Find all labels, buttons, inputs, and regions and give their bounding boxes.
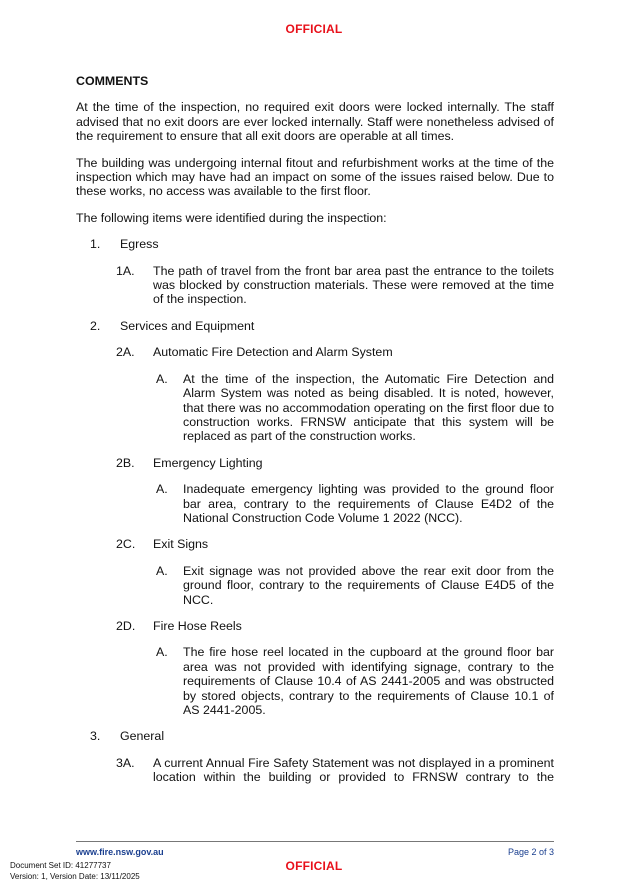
sub-item-2d bbox=[76, 619, 554, 633]
sub-item-number: 2A. bbox=[116, 345, 135, 360]
sub-item-2b bbox=[76, 456, 554, 470]
item-title: Egress bbox=[120, 237, 159, 252]
sub-item-3a bbox=[76, 756, 554, 785]
paragraph-items-intro: The following items were identified during the inspection: bbox=[76, 210, 387, 225]
point-text: Inadequate emergency lighting was provided to the ground floor bar area, contrary to the requirements of Clause E4D2 of the National Construction Code Volume 1 2022 (NCC). bbox=[183, 482, 554, 525]
classification-header: OFFICIAL bbox=[285, 22, 343, 36]
sub-item-title: Automatic Fire Detection and Alarm System bbox=[153, 345, 393, 360]
point-2a-a bbox=[76, 372, 554, 444]
sub-item-number: 2B. bbox=[116, 455, 135, 470]
section-heading: COMMENTS bbox=[76, 74, 149, 88]
point-2c-a bbox=[76, 564, 554, 607]
sub-item-number: 3A. bbox=[116, 755, 135, 770]
sub-item-number: 2D. bbox=[116, 618, 136, 633]
item-egress bbox=[76, 237, 554, 251]
item-title: General bbox=[120, 729, 165, 744]
point-2d-a bbox=[76, 645, 554, 717]
classification-footer: OFFICIAL bbox=[285, 859, 343, 873]
sub-item-title: Emergency Lighting bbox=[153, 455, 263, 470]
sub-item-text: A current Annual Fire Safety Statement was not displayed in a prominent location within the building or provided to FRNSW contrary to the bbox=[153, 755, 554, 785]
document-version: Version: 1, Version Date: 13/11/2025 bbox=[10, 872, 140, 881]
item-number: 3. bbox=[90, 729, 101, 744]
point-number: A. bbox=[156, 371, 168, 386]
paragraph-fitout-works: The building was undergoing internal fitout and refurbishment works at the time of the inspection which may have had an impact on some of the issues raised below. Due to these works, no access was available to the first floor. bbox=[76, 155, 554, 199]
item-general bbox=[76, 729, 554, 743]
point-text: Exit signage was not provided above the rear exit door from the ground floor, contrary to the requirements of Clause E4D5 of the NCC. bbox=[183, 563, 554, 607]
point-text: The fire hose reel located in the cupboard at the ground floor bar area was not provided with identifying signage, contrary to the requirements of Clause 10.4 of AS 2441-2005 and was obstructed by stored objects, contrary to the requirements of Clause 10.1 of AS 2441-2005. bbox=[183, 645, 554, 717]
sub-item-title: Fire Hose Reels bbox=[153, 618, 242, 633]
document-body bbox=[76, 74, 554, 785]
item-title: Services and Equipment bbox=[120, 318, 255, 333]
footer-website-link[interactable]: www.fire.nsw.gov.au bbox=[76, 847, 164, 857]
sub-item-number: 2C. bbox=[116, 537, 136, 552]
page-number: Page 2 of 3 bbox=[507, 847, 554, 857]
point-2b-a bbox=[76, 482, 554, 525]
sub-item-2c bbox=[76, 537, 554, 551]
item-number: 1. bbox=[90, 237, 101, 252]
point-text: At the time of the inspection, the Automatic Fire Detection and Alarm System was noted as being disabled. It is noted, however, that there was no accommodation operating on the first floor due to construction works. FRNSW anticipate that this system will be replaced as part of the construction works. bbox=[183, 371, 554, 444]
point-number: A. bbox=[156, 645, 168, 660]
sub-item-2a bbox=[76, 345, 554, 359]
sub-item-text: The path of travel from the front bar area past the entrance to the toilets was blocked by construction materials. These were removed at the time of the inspection. bbox=[153, 263, 554, 307]
footer-divider bbox=[76, 841, 554, 842]
sub-item-title: Exit Signs bbox=[153, 537, 209, 552]
sub-item-1a bbox=[76, 264, 554, 307]
document-set-id: Document Set ID: 41277737 bbox=[10, 861, 111, 870]
item-number: 2. bbox=[90, 318, 101, 333]
paragraph-exit-doors: At the time of the inspection, no required exit doors were locked internally. The staff advised that no exit doors are ever locked internally. Staff were nonetheless advised of the requirement to ensure that all exit doors are operable at all times. bbox=[76, 100, 554, 144]
point-number: A. bbox=[156, 563, 168, 578]
sub-item-number: 1A. bbox=[116, 263, 135, 278]
point-number: A. bbox=[156, 482, 168, 497]
item-services-equipment bbox=[76, 319, 554, 333]
